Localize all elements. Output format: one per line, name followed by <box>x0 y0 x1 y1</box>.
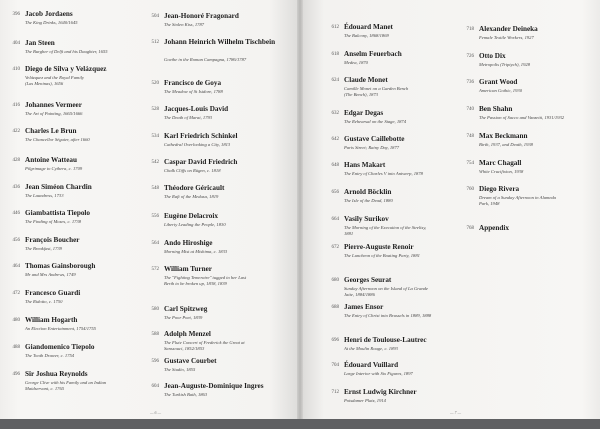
book-gutter <box>297 0 303 429</box>
artwork-caption-line: The Entry of Christ into Brussels in 1889, 1888 <box>344 313 432 318</box>
artwork-caption-line: The Breakfast, 1739 <box>25 246 62 251</box>
artwork-caption-line: The Finding of Moses, c. 1738 <box>25 219 82 224</box>
artwork-caption <box>479 62 597 68</box>
page-number: 410 <box>12 67 20 72</box>
artwork-caption <box>344 371 462 377</box>
artwork-caption-line: Park, 1948 <box>479 201 500 207</box>
artist-name: Anselm Feuerbach <box>344 50 402 58</box>
artwork-caption-line: Potsdamer Platz, 1914 <box>344 398 386 403</box>
artwork-caption <box>25 272 143 278</box>
artist-name: Théodore Géricault <box>164 184 225 192</box>
artist-name: Carl Spitzweg <box>164 305 208 313</box>
artist-name: Jacques-Louis David <box>164 105 229 113</box>
artwork-caption-line: At the Moulin Rouge, c. 1893 <box>344 346 398 351</box>
page-number: 604 <box>151 384 159 389</box>
page-number: 512 <box>151 40 159 45</box>
artwork-caption-line: The Passion of Sacco and Vanzetti, 1931/1932 <box>479 115 565 120</box>
artist-name: Jean-Honoré Fragonard <box>164 12 239 20</box>
artwork-caption <box>164 57 282 63</box>
artwork-caption-line: The Flute Concert of Frederick the Great at <box>164 340 245 345</box>
artist-name: Thomas Gainsborough <box>25 262 96 270</box>
artist-name: Giandomenico Tiepolo <box>25 343 95 351</box>
page-number: 496 <box>12 372 20 377</box>
artwork-caption-line: Camille Monet on a Garden Bench <box>344 86 409 91</box>
artwork-caption <box>25 49 143 55</box>
artist-name: Charles Le Brun <box>25 127 77 135</box>
artwork-caption-line: Birth, 1937, and Death, 1938 <box>479 142 533 147</box>
artwork-caption-line: The Ridotto, c. 1750 <box>25 299 63 304</box>
artwork-caption-line: Paris Street; Rainy Day, 1877 <box>344 145 400 150</box>
page-number: 618 <box>331 52 339 57</box>
page-number: 696 <box>331 338 339 343</box>
artwork-caption <box>344 198 462 204</box>
artwork-caption <box>25 299 143 305</box>
artwork-caption-line: The Meadow of St Isidore, 1788 <box>164 89 223 94</box>
artwork-caption-line: Chalk Cliffs on Rügen, c. 1818 <box>164 168 221 173</box>
artist-name: Max Beckmann <box>479 132 528 140</box>
table-edge <box>0 419 600 429</box>
page-number: 564 <box>151 241 159 246</box>
artwork-caption <box>164 367 282 373</box>
artist-name: Hans Makart <box>344 161 386 169</box>
page-number: 656 <box>331 190 339 195</box>
artwork-caption-line: The Raft of the Medusa, 1819 <box>164 194 219 199</box>
artist-name: Diego Rivera <box>479 185 520 193</box>
artwork-caption <box>164 142 282 148</box>
artwork-caption <box>344 313 462 319</box>
page-number: 718 <box>466 27 474 32</box>
page-number: 542 <box>151 160 159 165</box>
artwork-caption-line: The Death of Marat, 1793 <box>164 115 213 120</box>
artwork-caption <box>25 219 143 225</box>
artwork-caption-line: Female Textile Workers, 1927 <box>479 35 534 40</box>
page-number: 688 <box>331 305 339 310</box>
artist-name: Johann Heinrich Wilhelm Tischbein <box>164 38 276 46</box>
artist-name: Marc Chagall <box>479 159 522 167</box>
left-folio: — 6 — <box>150 410 162 415</box>
artist-name: Ernst Ludwig Kirchner <box>344 388 417 396</box>
artist-name: Arnold Böcklin <box>344 188 392 196</box>
artist-name: Claude Monet <box>344 76 388 84</box>
page-number: 428 <box>12 158 20 163</box>
artwork-caption-line: The "Fighting Temeraire" tugged to her Last <box>164 275 247 280</box>
artwork-caption-line: The Tooth Drawer, c. 1754 <box>25 353 75 358</box>
artwork-caption-line: (The Bench), 1873 <box>344 92 379 98</box>
artwork-caption-line: Berth to be broken up, 1838, 1839 <box>164 281 227 287</box>
artist-name: William Turner <box>164 265 212 273</box>
page-number: 596 <box>151 359 159 364</box>
page-number: 754 <box>466 161 474 166</box>
artwork-caption <box>164 315 282 321</box>
artwork-caption-line: Pilgrimage to Cythera, c. 1709 <box>25 166 83 171</box>
artwork-caption-line: Metropolis (Triptych), 1928 <box>479 62 530 67</box>
page-number: 548 <box>151 186 159 191</box>
artwork-caption <box>164 392 282 398</box>
artwork-caption-line: Goethe in the Roman Campagna, 1786/1787 <box>164 57 247 62</box>
artist-name: Antoine Watteau <box>25 156 77 164</box>
artwork-caption-line: An Election Entertainment, 1754/1755 <box>25 326 96 331</box>
artwork-caption-line: George Clive with his Family and an Indian <box>25 380 107 385</box>
artwork-caption-line: The Turkish Bath, 1863 <box>164 392 208 397</box>
artwork-caption-line: Medea, 1870 <box>344 60 368 65</box>
artist-name: Alexander Deineka <box>479 25 538 33</box>
artwork-caption-line: Sanssouci, 1852/1853 <box>164 346 205 352</box>
artwork-caption <box>479 195 597 207</box>
page-number: 472 <box>12 291 20 296</box>
page-number: 740 <box>466 107 474 112</box>
artist-name: Otto Dix <box>479 52 506 60</box>
page-number: 612 <box>331 25 339 30</box>
artwork-caption <box>344 60 462 66</box>
page-number: 580 <box>151 307 159 312</box>
artwork-caption <box>25 20 143 26</box>
artist-name: Sir Joshua Reynolds <box>25 370 88 378</box>
artwork-caption <box>344 33 462 39</box>
page-number: 726 <box>466 54 474 59</box>
artwork-caption-line: (Las Meninas), 1656 <box>25 81 64 87</box>
artist-name: Pierre-Auguste Renoir <box>344 243 414 251</box>
artwork-caption-line: Dream of a Sunday Afternoon in Alameda <box>479 195 556 200</box>
page-number: 456 <box>12 238 20 243</box>
page-number: 416 <box>12 103 20 108</box>
artwork-caption-line: Liberty Leading the People, 1830 <box>164 222 226 227</box>
artwork-caption-line: The Studio, 1855 <box>164 367 196 372</box>
artist-name: Gustave Courbet <box>164 357 217 365</box>
artwork-caption <box>479 169 597 175</box>
artwork-caption <box>164 89 282 95</box>
artist-name: Ando Hiroshige <box>164 239 213 247</box>
artwork-caption-line: Sunday Afternoon on the Island of La Grande <box>344 286 429 291</box>
artwork-caption <box>164 168 282 174</box>
artwork-caption-line: Velázquez and the Royal Family <box>25 75 84 80</box>
page-number: 396 <box>12 12 20 17</box>
page-number: 422 <box>12 129 20 134</box>
page-number: 760 <box>466 187 474 192</box>
artist-name: Jean-Auguste-Dominique Ingres <box>164 382 264 390</box>
page-number: 556 <box>151 214 159 219</box>
artist-name: Édouard Manet <box>344 23 393 31</box>
artwork-caption-line: 1881 <box>344 231 354 237</box>
page-number: 504 <box>151 14 159 19</box>
page-number: 588 <box>151 332 159 337</box>
artwork-caption-line: Mr and Mrs Andrews, 1749 <box>25 272 76 277</box>
artist-name: Vasily Surikov <box>344 215 389 223</box>
page-number: 704 <box>331 363 339 368</box>
page-number: 480 <box>12 318 20 323</box>
page-number: 520 <box>151 81 159 86</box>
artist-name: Jacob Jordaens <box>25 10 73 18</box>
artist-name: Eugène Delacroix <box>164 212 218 220</box>
page-number: 632 <box>331 111 339 116</box>
artwork-caption <box>25 166 143 172</box>
artist-name: Georges Seurat <box>344 276 392 284</box>
artist-name: William Hogarth <box>25 316 78 324</box>
artwork-caption-line: Cathedral Overlooking a City, 1813 <box>164 142 231 147</box>
artwork-caption <box>344 253 462 259</box>
artwork-caption <box>344 398 462 404</box>
artwork-caption-line: The Stolen Kiss, 1787 <box>164 22 205 27</box>
right-folio: — 7 — <box>450 410 462 415</box>
artwork-caption-line: The Rehearsal on the Stage, 1874 <box>344 119 407 124</box>
page-number: 648 <box>331 163 339 168</box>
artwork-caption <box>479 115 597 121</box>
page-number: 404 <box>12 41 20 46</box>
artwork-caption-line: Morning Mist at Mishima, c. 1833 <box>164 249 228 254</box>
artwork-caption <box>164 222 282 228</box>
page-number: 712 <box>331 390 339 395</box>
artwork-caption-line: White Crucifixion, 1938 <box>479 169 524 174</box>
artwork-caption <box>164 249 282 255</box>
page-number: 488 <box>12 345 20 350</box>
artwork-caption <box>344 119 462 125</box>
artwork-caption-line: Maidservant, c. 1765 <box>25 386 65 392</box>
artwork-caption <box>25 111 143 117</box>
artwork-caption <box>164 115 282 121</box>
artwork-caption-line: The Morning of the Execution of the Streltsy, <box>344 225 427 230</box>
artwork-caption-line: American Gothic, 1930 <box>479 88 522 93</box>
page-number: 680 <box>331 278 339 283</box>
page-number: 642 <box>331 137 339 142</box>
artwork-caption <box>164 22 282 28</box>
artist-name: Jean Siméon Chardin <box>25 183 92 191</box>
artist-name: Édouard Vuillard <box>344 361 399 369</box>
artwork-caption <box>344 171 462 177</box>
artwork-caption <box>344 86 462 98</box>
page-number: 464 <box>12 264 20 269</box>
page-number: 672 <box>331 245 339 250</box>
artwork-caption <box>344 286 462 298</box>
artwork-caption-line: The Art of Painting, 1665/1666 <box>25 111 83 116</box>
artist-name: Ben Shahn <box>479 105 513 113</box>
artist-name: Francesco Guardi <box>25 289 81 297</box>
artist-name: Grant Wood <box>479 78 518 86</box>
artwork-caption-line: Large Interior with Six Figures, 1897 <box>344 371 413 376</box>
page-number: 528 <box>151 107 159 112</box>
artwork-caption <box>25 380 143 392</box>
artwork-caption <box>344 225 462 237</box>
artwork-caption-line: The Isle of the Dead, 1880 <box>344 198 393 203</box>
artist-name: François Boucher <box>25 236 80 244</box>
page-number: 768 <box>466 226 474 231</box>
artist-name: Appendix <box>479 224 509 232</box>
artwork-caption-line: The King Drinks, 1640/1645 <box>25 20 78 25</box>
artist-name: Francisco de Goya <box>164 79 222 87</box>
artist-name: Edgar Degas <box>344 109 384 117</box>
artwork-caption-line: The Burgher of Delft and his Daughter, 1655 <box>25 49 108 54</box>
artwork-caption <box>344 346 462 352</box>
artist-name: Giambattista Tiepolo <box>25 209 91 217</box>
page-number: 534 <box>151 134 159 139</box>
page-number: 446 <box>12 211 20 216</box>
artwork-caption-line: The Luncheon of the Boating Party, 1881 <box>344 253 420 258</box>
artwork-caption <box>164 275 282 287</box>
artwork-caption <box>25 326 143 332</box>
artist-name: Jan Steen <box>25 39 55 47</box>
artwork-caption <box>25 353 143 359</box>
artwork-caption <box>479 142 597 148</box>
page-number: 436 <box>12 185 20 190</box>
artwork-caption-line: The Chancellor Séguier, after 1660 <box>25 137 90 142</box>
artwork-caption <box>479 35 597 41</box>
artist-name: Adolph Menzel <box>164 330 211 338</box>
artist-name: James Ensor <box>344 303 384 311</box>
page-number: 736 <box>466 80 474 85</box>
artwork-caption <box>25 75 143 87</box>
page-number: 664 <box>331 217 339 222</box>
artwork-caption <box>344 145 462 151</box>
artwork-caption <box>479 88 597 94</box>
artwork-caption-line: The Poor Poet, 1839 <box>164 315 203 320</box>
page-number: 624 <box>331 78 339 83</box>
artwork-caption <box>25 246 143 252</box>
artist-name: Johannes Vermeer <box>25 101 82 109</box>
artwork-caption <box>164 340 282 352</box>
artwork-caption <box>25 193 143 199</box>
artwork-caption-line: Jatte, 1884/1886 <box>344 292 375 298</box>
artist-name: Karl Friedrich Schinkel <box>164 132 238 140</box>
artist-name: Diego de Silva y Velázquez <box>25 65 107 73</box>
artwork-caption <box>164 194 282 200</box>
artwork-caption-line: The Laundress, 1733 <box>25 193 64 198</box>
artwork-caption-line: The Entry of Charles V into Antwerp, 1878 <box>344 171 423 176</box>
page-number: 748 <box>466 134 474 139</box>
artist-name: Gustave Caillebotte <box>344 135 405 143</box>
artwork-caption-line: The Balcony, 1868/1869 <box>344 33 389 38</box>
artist-name: Caspar David Friedrich <box>164 158 238 166</box>
artwork-caption <box>25 137 143 143</box>
page-number: 572 <box>151 267 159 272</box>
artist-name: Henri de Toulouse-Lautrec <box>344 336 427 344</box>
